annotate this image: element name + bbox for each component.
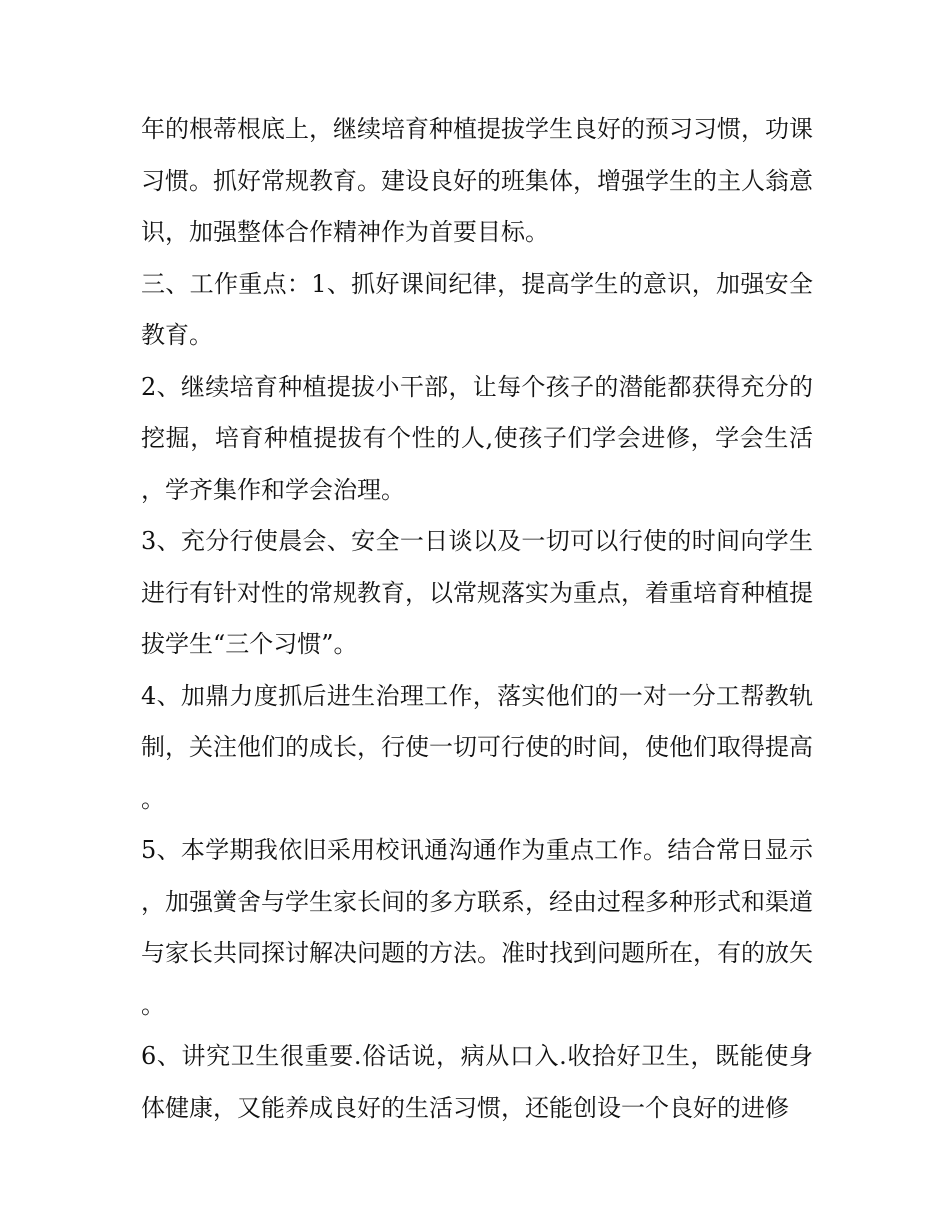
paragraph-item-4: 4、加鼎力度抓后进生治理工作，落实他们的一对一分工帮教轨制，关注他们的成长，行使一切可行使的时间，使他们取得提高。 — [141, 681, 813, 813]
paragraph-item-6: 6、讲究卫生很重要.俗话说，病从口入.收拾好卫生，既能使身体健康，又能养成良好的生活习惯，还能创设一个良好的进修 — [141, 1042, 813, 1122]
paragraph-item-5: 5、本学期我依旧采用校讯通沟通作为重点工作。结合常日显示，加强黉舍与学生家长间的多方联系，经由过程多种形式和渠道与家长共同探讨解决问题的方法。准时找到问题所在，有的放矢。 — [141, 836, 813, 1019]
paragraph-item-2: 2、继续培育种植提拔小干部，让每个孩子的潜能都获得充分的挖掘，培育种植提拔有个性的人,使孩子们学会进修，学会生活，学齐集作和学会治理。 — [141, 372, 813, 504]
paragraph-item-3: 3、充分行使晨会、安全一日谈以及一切可以行使的时间向学生进行有针对性的常规教育，以常规落实为重点，着重培育种植提拔学生“三个习惯”。 — [141, 527, 813, 658]
document-body — [141, 104, 813, 1134]
paragraph-goal-continued: 年的根蒂根底上，继续培育种植提拔学生良好的预习习惯，功课习惯。抓好常规教育。建设良好的班集体，增强学生的主人翁意识，加强整体合作精神作为首要目标。 — [141, 115, 813, 246]
paragraph-work-focus-1: 三、工作重点：1、抓好课间纪律，提高学生的意识，加强安全教育。 — [141, 269, 813, 349]
